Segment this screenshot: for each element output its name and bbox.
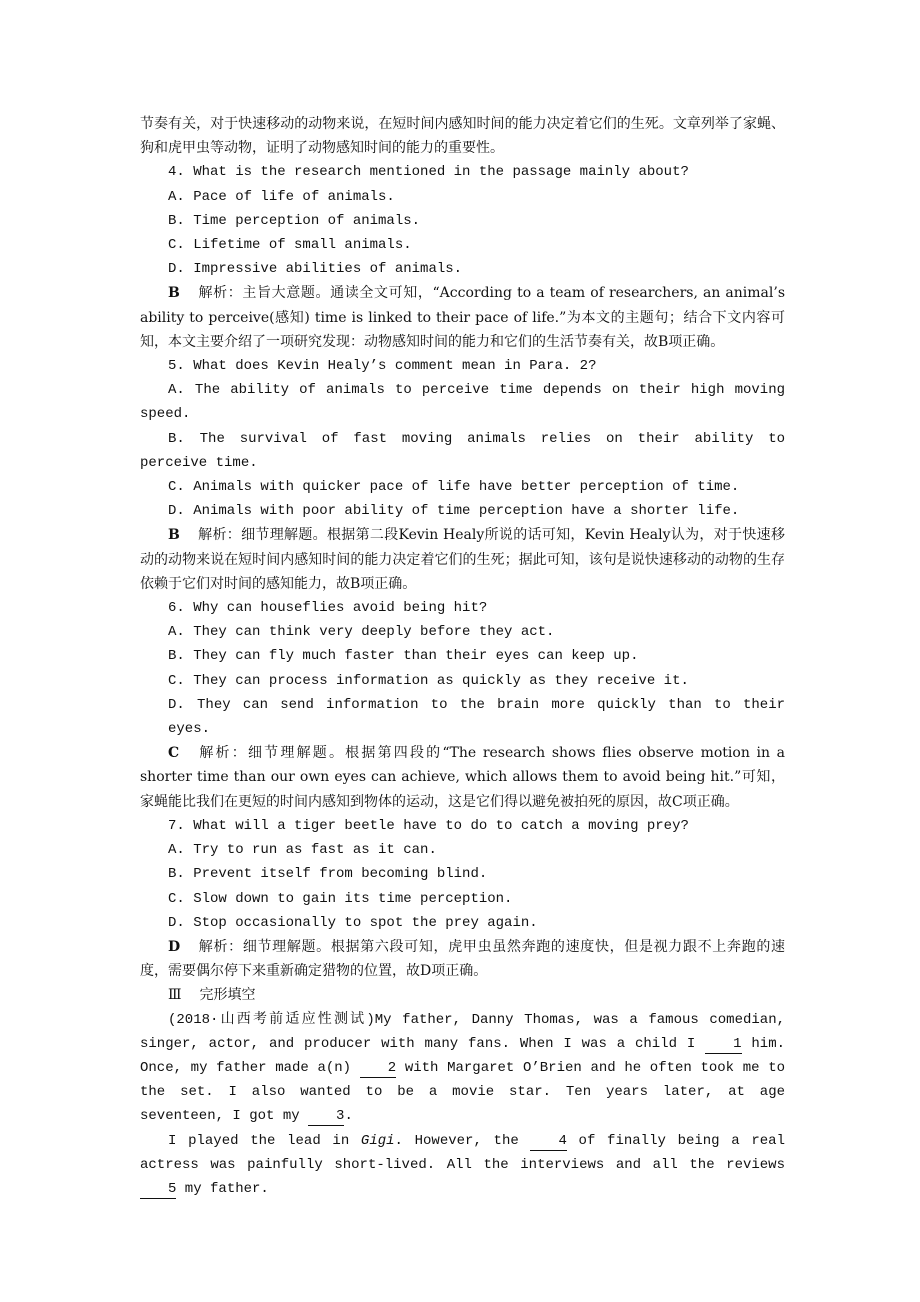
question-4-option-c: C. Lifetime of small animals. [168, 237, 412, 254]
cloze-paragraph-1 [140, 1008, 785, 1129]
cloze-text-1: My father, Danny Thomas, was a famous comedian, singer, actor, and producer with many fans. When I was a child I [140, 1011, 785, 1052]
question-6-analysis [140, 741, 785, 814]
cloze-blank-5: 5 [140, 1180, 176, 1199]
question-4-option-d: D. Impressive abilities of animals. [168, 261, 463, 278]
question-6-option-d: D. They can send information to the brain more quickly than to their eyes. [168, 696, 785, 738]
question-4-option-a: A. Pace of life of animals. [168, 188, 395, 205]
question-5-analysis [140, 523, 785, 596]
section-numeral: Ⅲ [168, 987, 182, 1004]
movie-title: Gigi [360, 1132, 395, 1149]
cloze-source: (2018·山西考前适应性测试) [168, 1011, 375, 1028]
question-7-option-b: B. Prevent itself from becoming blind. [168, 866, 488, 883]
cloze-text-5: I played the lead in [168, 1132, 361, 1149]
question-7-analysis-text: 解析：细节理解题。根据第六段可知，虎甲虫虽然奔跑的速度快，但是视力跟不上奔跑的速度，需要偶尔停下来重新确定猎物的位置，故D项正确。 [140, 938, 785, 980]
question-4-stem: 4. What is the research mentioned in the passage mainly about? [168, 164, 689, 181]
cloze-paragraph-2 [140, 1129, 785, 1202]
cloze-text-8: my father. [176, 1180, 269, 1197]
cloze-blank-1: 1 [705, 1035, 741, 1054]
section-heading [140, 983, 785, 1007]
cloze-blank-2: 2 [360, 1059, 396, 1078]
question-7-option-d: D. Stop occasionally to spot the prey again. [168, 914, 538, 931]
question-6-option-c: C. They can process information as quickly as they receive it. [168, 672, 689, 689]
section-title: 完形填空 [199, 987, 256, 1004]
cloze-text-6: . However, the [394, 1132, 531, 1149]
question-5-stem: 5. What does Kevin Healy’s comment mean in Para. 2? [168, 358, 597, 375]
cloze-text-7: of finally being a real actress was painfully short-lived. All the interviews and all the reviews [140, 1132, 785, 1173]
document-page [140, 112, 785, 1201]
question-5-option-b: B. The survival of fast moving animals relies on their ability to perceive time. [140, 430, 785, 471]
cloze-text-4: . [344, 1108, 353, 1125]
question-5-option-c: C. Animals with quicker pace of life have better perception of time. [168, 479, 740, 496]
question-4-analysis [140, 281, 785, 354]
question-7-option-a: A. Try to run as fast as it can. [168, 842, 437, 859]
cloze-text-2: him. Once, my father made a(n) [140, 1035, 786, 1076]
question-5-option-a: A. The ability of animals to perceive time depends on their high moving speed. [140, 382, 785, 423]
question-6-answer: C [168, 745, 180, 762]
question-4-answer: B [168, 285, 180, 302]
question-7-analysis [140, 935, 785, 983]
question-6-option-b: B. They can fly much faster than their eyes can keep up. [168, 648, 639, 665]
question-6-analysis-text: 解析：细节理解题。根据第四段的“The research shows flies observe motion in a shorter time than our own eyes can achieve, which allows them to avoid being hit.”可知，家蝇能比我们在更短的时间内感知到物体的运动，这是它们得以避免被拍死的原因，故C项正确。 [140, 745, 785, 810]
question-4-option-b: B. Time perception of animals. [168, 212, 421, 229]
question-7-option-c: C. Slow down to gain its time perception. [168, 890, 513, 907]
intro-analysis-tail: 节奏有关，对于快速移动的动物来说，在短时间内感知时间的能力决定着它们的生死。文章列举了家蝇、狗和虎甲虫等动物，证明了动物感知时间的能力的重要性。 [140, 116, 785, 157]
question-5-option-d: D. Animals with poor ability of time perception have a shorter life. [168, 503, 740, 520]
question-4-analysis-text: 解析：主旨大意题。通读全文可知，“According to a team of researchers, an animal’s ability to perceive(感知) time is linked to their pace of life.”为本文的主题句；结合下文内容可知，本文主要介绍了一项研究发现：动物感知时间的能力和它们的生活节奏有关，故B项正确。 [140, 285, 785, 350]
question-6-stem: 6. Why can houseflies avoid being hit? [168, 600, 488, 617]
question-6-option-a: A. They can think very deeply before they act. [168, 624, 555, 641]
cloze-blank-3: 3 [308, 1107, 344, 1126]
cloze-blank-4: 4 [530, 1132, 566, 1151]
question-5-answer: B [168, 527, 180, 544]
question-7-stem: 7. What will a tiger beetle have to do to catch a moving prey? [168, 817, 689, 834]
question-7-answer: D [168, 938, 181, 955]
question-5-analysis-text: 解析：细节理解题。根据第二段Kevin Healy所说的话可知，Kevin Healy认为，对于快速移动的动物来说在短时间内感知时间的能力决定着它们的生死；据此可知，该句是说快速移动的动物的生存依赖于它们对时间的感知能力，故B项正确。 [140, 527, 785, 592]
cloze-text-3: with Margaret O’Brien and he often took me to the set. I also wanted to be a movie star. Ten years later, at age seventeen, I got my [140, 1059, 786, 1125]
